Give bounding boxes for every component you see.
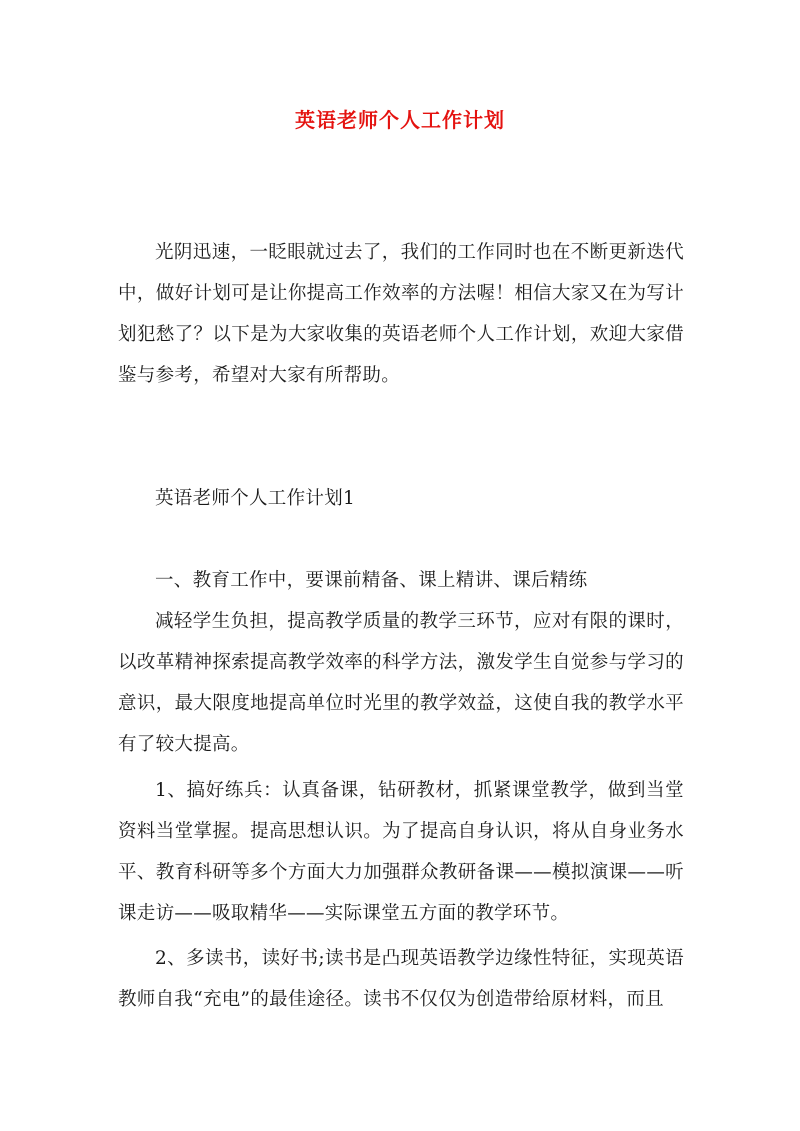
subheading: 一、教育工作中，要课前精备、课上精讲、课后精练 [155,570,588,591]
section-title: 英语老师个人工作计划1 [155,488,356,509]
intro-paragraph: 光阴迅速，一眨眼就过去了，我们的工作同时也在不断更新迭代中，做好计划可是让你提高工作效率的方法喔！相信大家又在为写计划犯愁了？以下是为大家收集的英语老师个人工作计划，欢迎大家借鉴与参考，希望对大家有所帮助。 [118,242,684,386]
body-paragraph-2: 1、搞好练兵：认真备课，钻研教材，抓紧课堂教学，做到当堂资料当堂掌握。提高思想认识。为了提高自身认识，将从自身业务水平、教育科研等多个方面大力加强群众教研备课——模拟演课——听课走访——吸取精华——实际课堂五方面的教学环节。 [118,780,684,924]
body-paragraph-1: 减轻学生负担，提高教学质量的教学三环节，应对有限的课时，以改革精神探索提高教学效率的科学方法，激发学生自觉参与学习的意识，最大限度地提高单位时光里的教学效益，这使自我的教学水平有了较大提高。 [118,611,684,755]
document-title: 英语老师个人工作计划 [295,108,505,132]
body-paragraph-3: 2、多读书，读好书;读书是凸现英语教学边缘性特征，实现英语教师自我“充电”的最佳途径。读书不仅仅为创造带给原材料，而且 [118,948,684,1010]
